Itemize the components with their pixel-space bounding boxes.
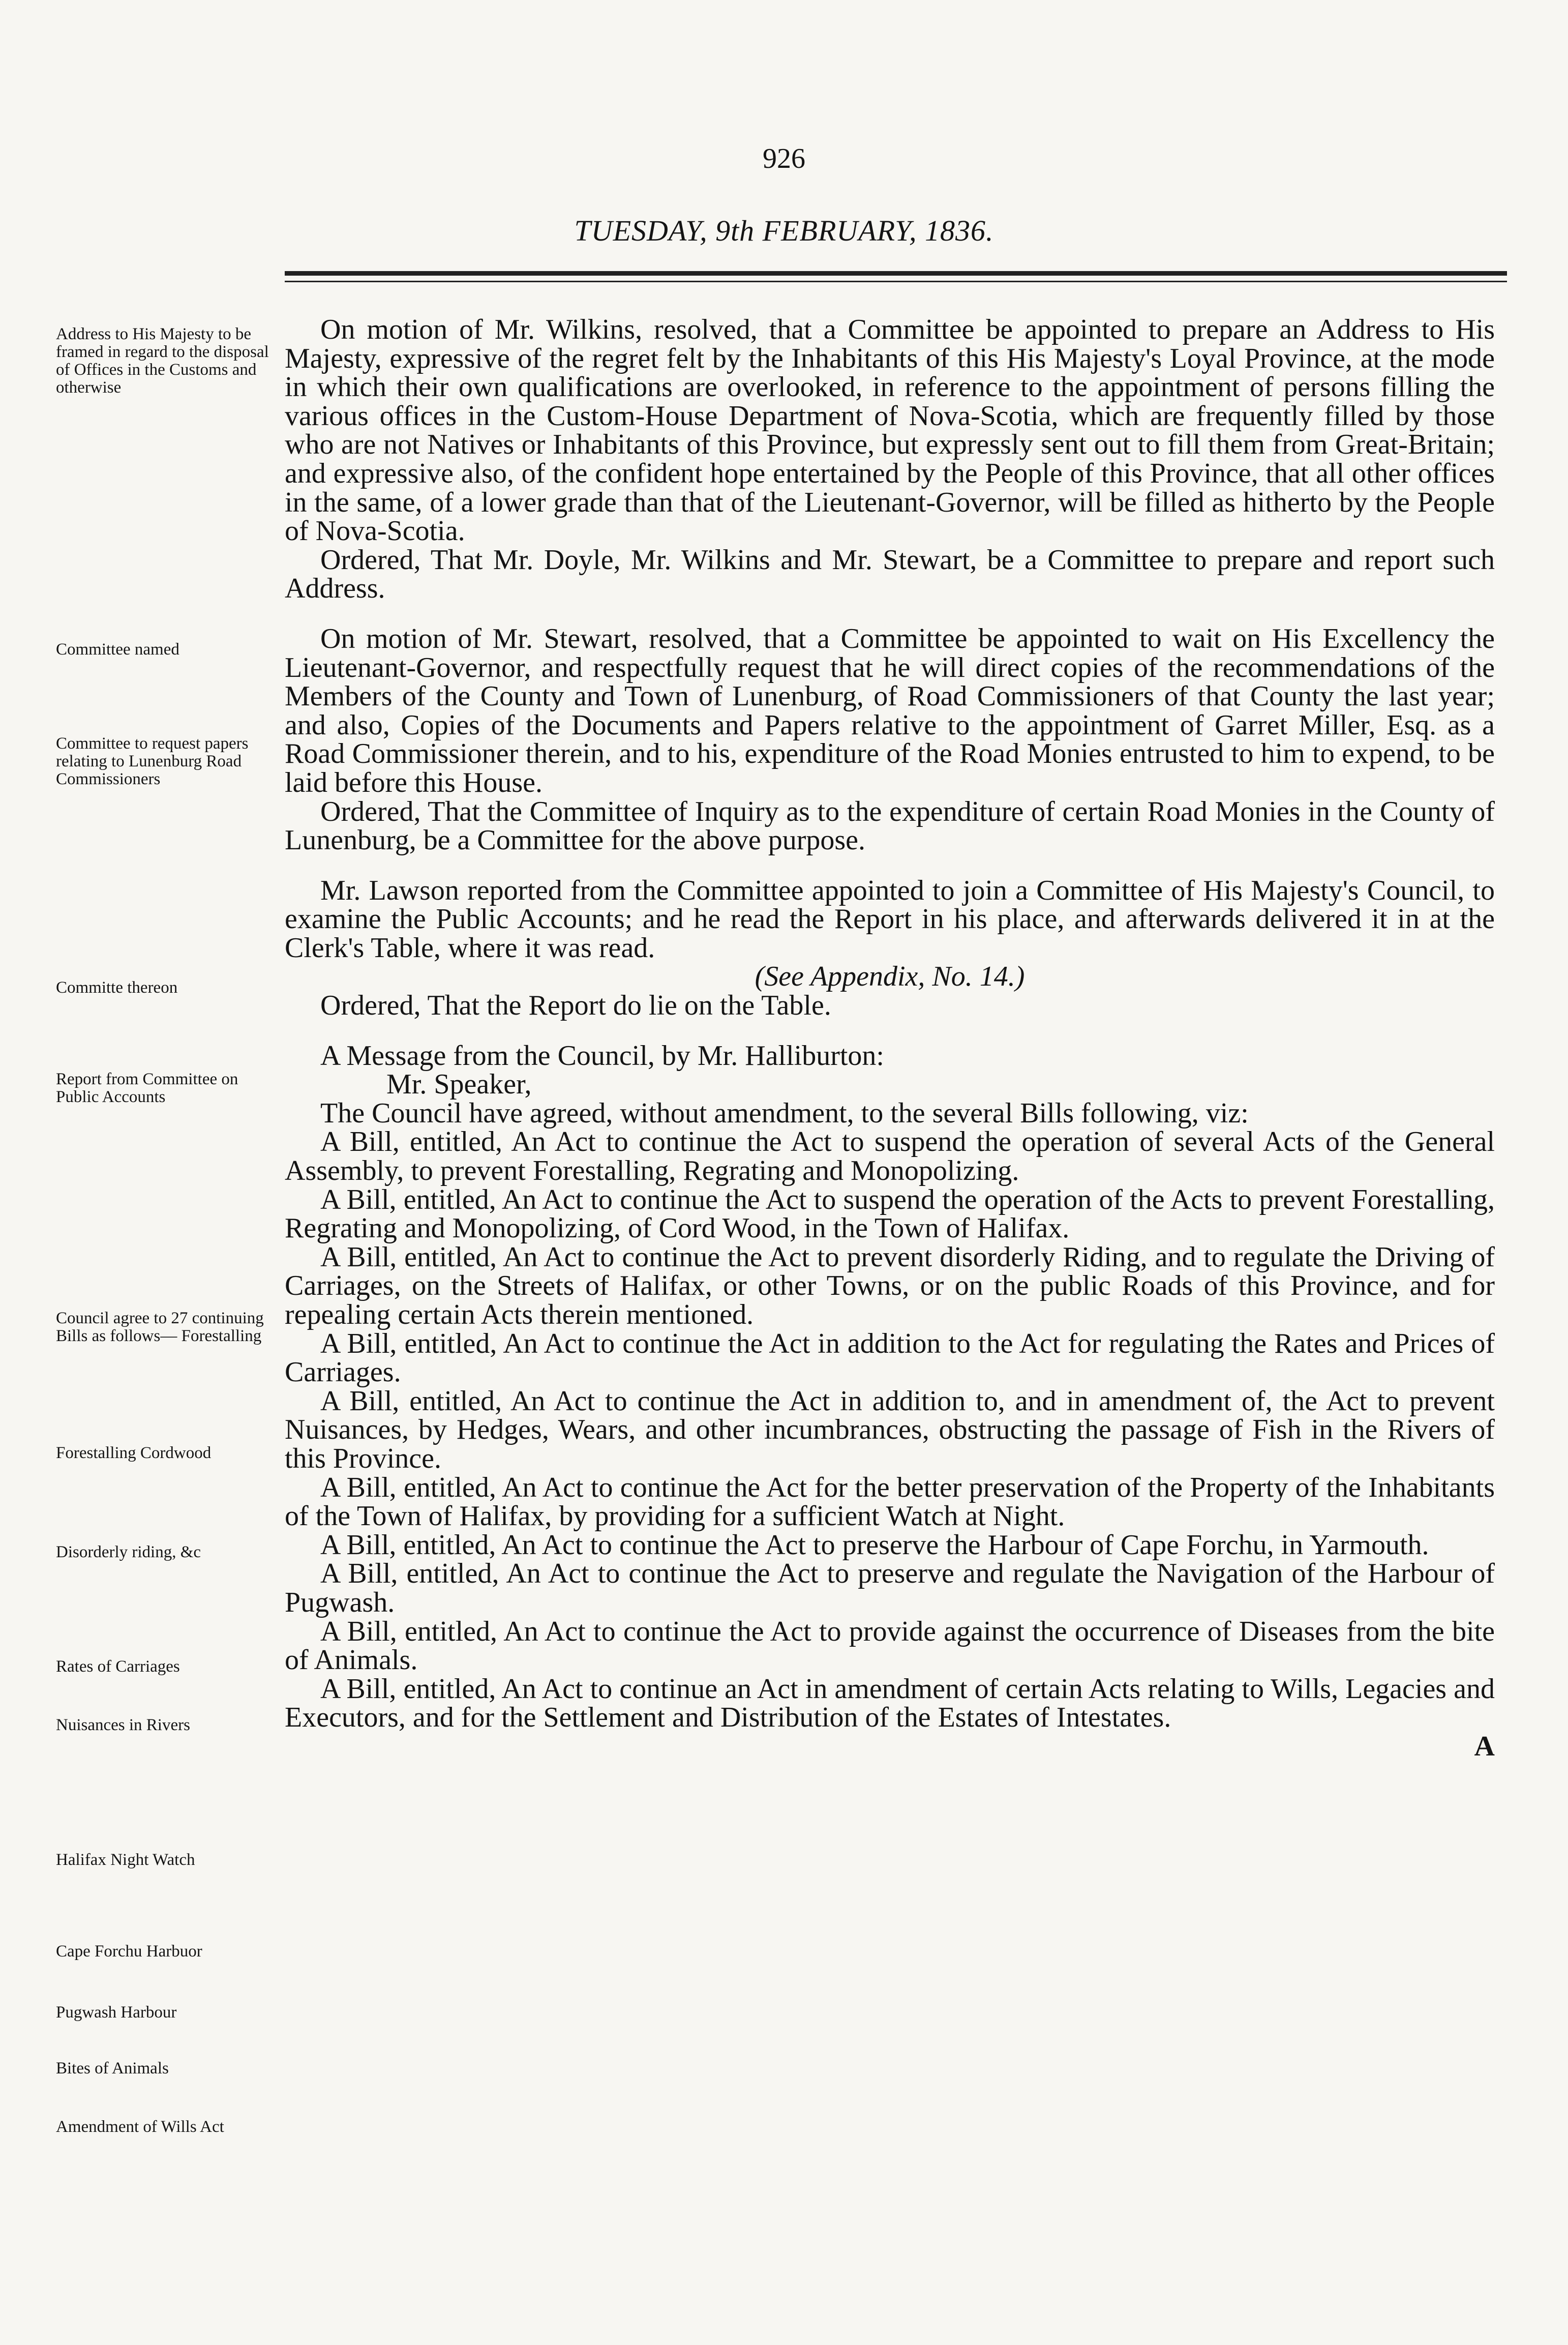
margin-note: Committee named: [56, 640, 179, 659]
margin-note: Nuisances in Rivers: [56, 1716, 190, 1734]
margin-note: Cape Forchu Harbuor: [56, 1942, 202, 1961]
margin-note: Report from Committee on Public Accounts: [56, 1070, 238, 1106]
main-text: [285, 315, 1495, 1761]
bill-disorderly-riding: A Bill, entitled, An Act to continue the Act to prevent disorderly Riding, and to regulate the Driving of Carriages, on the Streets of Halifax, or other Towns, or on the public Roads of this Province, and for repealing certain Acts therein mentioned.: [285, 1241, 1495, 1330]
header-rule-thin: [285, 281, 1507, 282]
paragraph-committee-named: Ordered, That Mr. Doyle, Mr. Wilkins and Mr. Stewart, be a Committee to prepare and report such Address.: [285, 544, 1495, 605]
bill-bites-of-animals: A Bill, entitled, An Act to continue the Act to provide against the occurrence of Diseases from the bite of Animals.: [285, 1615, 1495, 1676]
margin-note: Amendment of Wills Act: [56, 2118, 224, 2136]
paragraph-council-agreed: The Council have agreed, without amendment, to the several Bills following, viz:: [320, 1097, 1249, 1129]
margin-note: Forestalling Cordwood: [56, 1444, 212, 1462]
margin-note: Disorderly riding, &c: [56, 1543, 201, 1561]
margin-note: Committe thereon: [56, 978, 178, 997]
bill-cordwood: A Bill, entitled, An Act to continue the Act to suspend the operation of the Acts to prevent Forestalling, Regrating and Monopolizing, of Cord Wood, in the Town of Halifax.: [285, 1183, 1495, 1244]
margin-note: Bites of Animals: [56, 2059, 169, 2077]
margin-note: Halifax Night Watch: [56, 1851, 195, 1869]
paragraph-committee-thereon: Ordered, That the Committee of Inquiry as to the expenditure of certain Road Monies in the County of Lunenburg, be a Committee for the above purpose.: [285, 795, 1495, 856]
bill-pugwash-harbour: A Bill, entitled, An Act to continue the Act to preserve and regulate the Navigation of the Harbour of Pugwash.: [285, 1558, 1495, 1618]
bill-wills-act: A Bill, entitled, An Act to continue an Act in amendment of certain Acts relating to Wills, Legacies and Executors, and for the Settlement and Distribution of the Estates of Intestates.: [285, 1673, 1495, 1734]
catchword: A: [1474, 1730, 1495, 1762]
salutation: Mr. Speaker,: [386, 1068, 532, 1101]
paragraph-lunenburg-motion: On motion of Mr. Stewart, resolved, that a Committee be appointed to wait on His Excellency the Lieutenant-Governor, and respectfully request that he will direct copies of the recommendations of the Members of the County and Town of Lunenburg, of Road Commissioners of that County the last year; and also, Copies of the Documents and Papers relative to the appointment of Garret Miller, Esq. as a Road Commissioner therein, and to his, expenditure of the Road Monies entrusted to him to expend, to be laid before this House.: [285, 622, 1495, 798]
appendix-reference: (See Appendix, No. 14.): [755, 961, 1025, 993]
bill-nuisances-in-rivers: A Bill, entitled, An Act to continue the Act in addition to, and in amendment of, the Act to prevent Nuisances, by Hedges, Wears, and other incumbrances, obstructing the passage of Fish in the Rivers of this Province.: [285, 1385, 1495, 1474]
header-rule: [285, 271, 1507, 276]
paragraph-address-motion: On motion of Mr. Wilkins, resolved, that a Committee be appointed to prepare an Address to His Majesty, expressive of the regret felt by the Inhabitants of this His Majesty's Loyal Province, at the mode in which their own qualifications are overlooked, in reference to the appointment of persons filling the various offices in the Custom-House Department of Nova-Scotia, which are frequently filled by those who are not Natives or Inhabitants of this Province, but expressly sent out to fill them from Great-Britain; and expressive also, of the confident hope entertained by the People of this Province, that all other offices in the same, of a lower grade than that of the Lieutenant-Governor, will be filled as hitherto by the People of Nova-Scotia.: [285, 314, 1495, 547]
margin-note: Council agree to 27 continuing Bills as follows— Forestalling: [56, 1309, 264, 1345]
paragraph-report-public-accounts: Mr. Lawson reported from the Committee appointed to join a Committee of His Majesty's Council, to examine the Public Accounts; and he read the Report in his place, and afterwards delivered it in at the Clerk's Table, where it was read.: [285, 874, 1495, 964]
bill-forestalling: A Bill, entitled, An Act to continue the Act to suspend the operation of several Acts of the General Assembly, to prevent Forestalling, Regrating and Monopolizing.: [285, 1126, 1495, 1187]
margin-note: Address to His Majesty to be framed in regard to the disposal of Offices in the Customs and otherwise: [56, 325, 269, 397]
page-number: 926: [763, 143, 805, 174]
margin-note: Rates of Carriages: [56, 1657, 180, 1676]
bill-halifax-night-watch: A Bill, entitled, An Act to continue the Act for the better preservation of the Property of the Inhabitants of the Town of Halifax, by providing for a sufficient Watch at Night.: [285, 1471, 1495, 1532]
margin-note: Committee to request papers relating to Lunenburg Road Commissioners: [56, 734, 249, 788]
paragraph-report-ordered: Ordered, That the Report do lie on the Table.: [320, 990, 831, 1022]
paragraph-council-message: A Message from the Council, by Mr. Halliburton:: [320, 1040, 884, 1072]
bill-cape-forchu-harbour: A Bill, entitled, An Act to continue the Act to preserve the Harbour of Cape Forchu, in Yarmouth.: [320, 1529, 1429, 1561]
margin-note: Pugwash Harbour: [56, 2003, 177, 2022]
bill-rates-of-carriages: A Bill, entitled, An Act to continue the Act in addition to the Act for regulating the Rates and Prices of Carriages.: [285, 1327, 1495, 1388]
page-date: TUESDAY, 9th FEBRUARY, 1836.: [574, 214, 994, 247]
